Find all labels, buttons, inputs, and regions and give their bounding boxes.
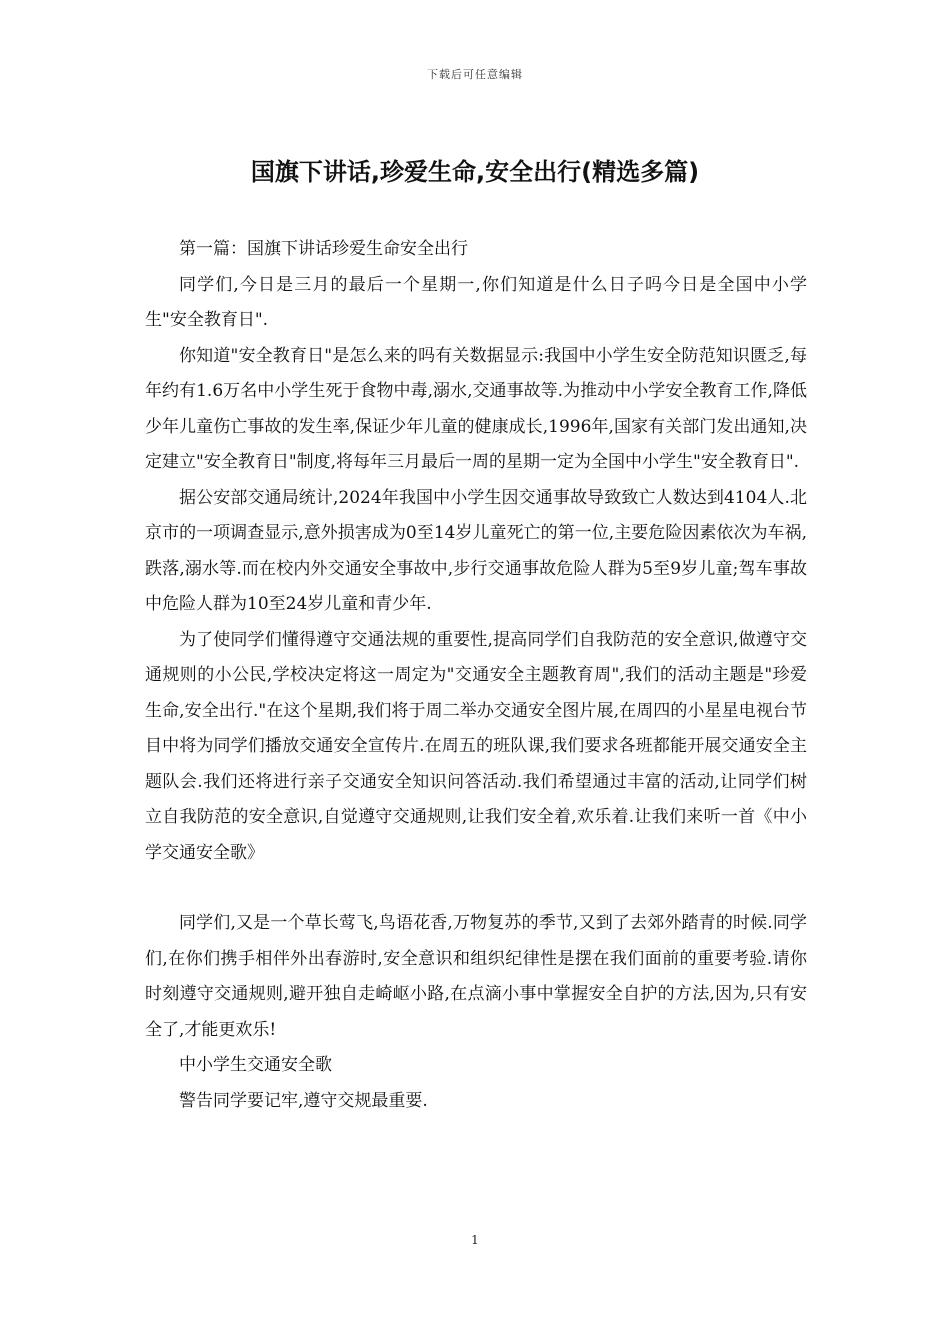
paragraph: 为了使同学们懂得遵守交通法规的重要性,提高同学们自我防范的安全意识,做遵守交通规则的小公民,学校决定将这一周定为"交通安全主题教育周",我们的活动主题是"珍爱生命,安全出行."在这个星期,我们将于周二举办交通安全图片展,在周四的小星星电视台节目中将为同学们播放交通安全宣传片.在周五的班队课,我们要求各班都能开展交通安全主题队会.我们还将进行亲子交通安全知识问答活动.我们希望通过丰富的活动,让同学们树立自我防范的安全意识,自觉遵守交通规则,让我们安全着,欢乐着.让我们来听一首《中小学交通安全歌》 xyxy=(145,629,807,863)
section-heading: 第一篇：国旗下讲话珍爱生命安全出行 xyxy=(179,239,468,259)
song-line: 警告同学要记牢,遵守交规最重要. xyxy=(179,1090,428,1111)
song-title: 中小学生交通安全歌 xyxy=(179,1055,332,1075)
page-number: 1 xyxy=(471,1233,479,1247)
paragraph: 同学们,又是一个草长莺飞,鸟语花香,万物复苏的季节,又到了去郊外踏青的时候.同学们,在你们携手相伴外出春游时,安全意识和组织纪律性是摆在我们面前的重要考验.请你时刻遵守交通规则,避开独自走崎岖小路,在点滴小事中掌握安全自护的方法,因为,只有安全了,才能更欢乐! xyxy=(145,913,807,1040)
header-note: 下载后可任意编辑 xyxy=(427,68,523,81)
paragraph: 你知道"安全教育日"是怎么来的吗有关数据显示:我国中小学生安全防范知识匮乏,每年约有1.6万名中小学生死于食物中毒,溺水,交通事故等.为推动中小学安全教育工作,降低少年儿童伤亡事故的发生率,保证少年儿童的健康成长,1996年,国家有关部门发出通知,决定建立"安全教育日"制度,将每年三月最后一周的星期一定为全国中小学生"安全教育日". xyxy=(145,345,807,472)
document-body xyxy=(145,232,807,1119)
paragraph: 同学们,今日是三月的最后一个星期一,你们知道是什么日子吗今日是全国中小学生"安全教育日". xyxy=(145,274,807,330)
paragraph: 据公安部交通局统计,2024年我国中小学生因交通事故导致致亡人数达到4104人.北京市的一项调查显示,意外损害成为0至14岁儿童死亡的第一位,主要危险因素依次为车祸,跌落,溺水等.而在校内外交通安全事故中,步行交通事故危险人群为5至9岁儿童;驾车事故中危险人群为10至24岁儿童和青少年. xyxy=(145,487,807,614)
document-title: 国旗下讲话,珍爱生命,安全出行(精选多篇) xyxy=(250,158,700,186)
